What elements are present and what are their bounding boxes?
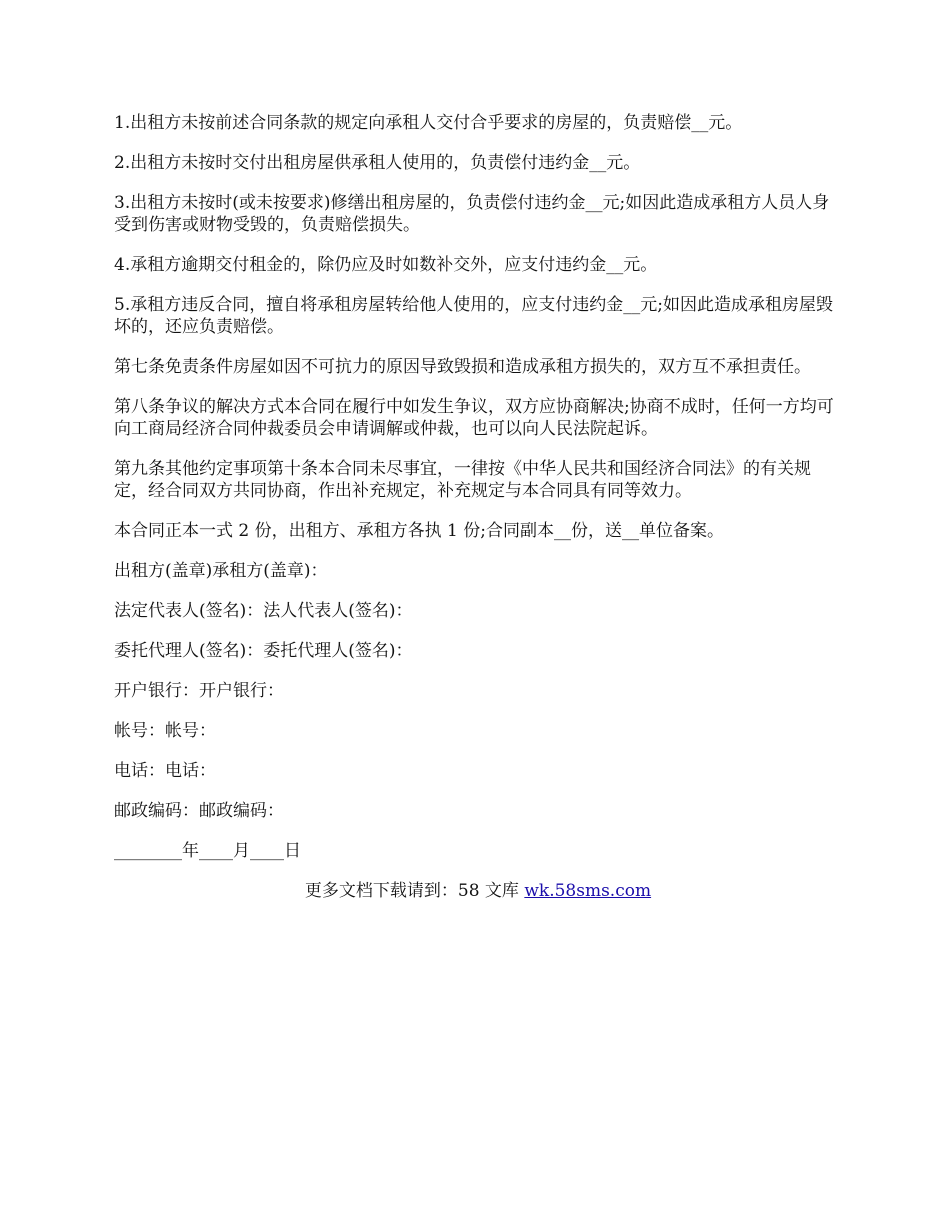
- footer: [114, 880, 842, 902]
- agent-line: 委托代理人(签名)：委托代理人(签名)：: [114, 641, 413, 661]
- postcode-line: 邮政编码：邮政编码：: [114, 801, 284, 821]
- article-9: 第九条其他约定事项第十条本合同未尽事宜，一律按《中华人民共和国经济合同法》的有关规定，经合同双方共同协商，作出补充规定，补充规定与本合同具有同等效力。: [114, 459, 811, 501]
- clause-2: 2.出租方未按时交付出租房屋供承租人使用的，负责偿付违约金__元。: [114, 153, 641, 173]
- document-body: [114, 112, 842, 902]
- bank-line: 开户银行：开户银行：: [114, 681, 284, 701]
- seal-line: 出租方(盖章)承租方(盖章)：: [114, 561, 328, 581]
- legal-rep-line: 法定代表人(签名)：法人代表人(签名)：: [114, 601, 413, 621]
- account-line: 帐号：帐号：: [114, 721, 216, 741]
- clause-4: 4.承租方逾期交付租金的，除仍应及时如数补交外，应支付违约金__元。: [114, 255, 658, 275]
- copies-note: 本合同正本一式 2 份，出租方、承租方各执 1 份;合同副本__份，送__单位备案。: [114, 521, 724, 541]
- phone-line: 电话：电话：: [114, 761, 216, 781]
- article-7: 第七条免责条件房屋如因不可抗力的原因导致毁损和造成承租方损失的，双方互不承担责任。: [114, 357, 811, 377]
- article-8: 第八条争议的解决方式本合同在履行中如发生争议，双方应协商解决;协商不成时，任何一方均可向工商局经济合同仲裁委员会申请调解或仲裁，也可以向人民法院起诉。: [114, 397, 834, 439]
- footer-text: 更多文档下载请到：58 文库: [304, 881, 525, 901]
- clause-5: 5.承租方违反合同，擅自将承租房屋转给他人使用的，应支付违约金__元;如因此造成承租房屋毁坏的，还应负责赔偿。: [114, 295, 833, 337]
- date-line: ________年____月____日: [114, 841, 301, 861]
- clause-3: 3.出租方未按时(或未按要求)修缮出租房屋的，负责偿付违约金__元;如因此造成承租方人员人身受到伤害或财物受毁的，负责赔偿损失。: [114, 193, 830, 235]
- footer-link[interactable]: wk.58sms.com: [524, 881, 652, 901]
- clause-1: 1.出租方未按前述合同条款的规定向承租人交付合乎要求的房屋的，负责赔偿__元。: [114, 113, 743, 133]
